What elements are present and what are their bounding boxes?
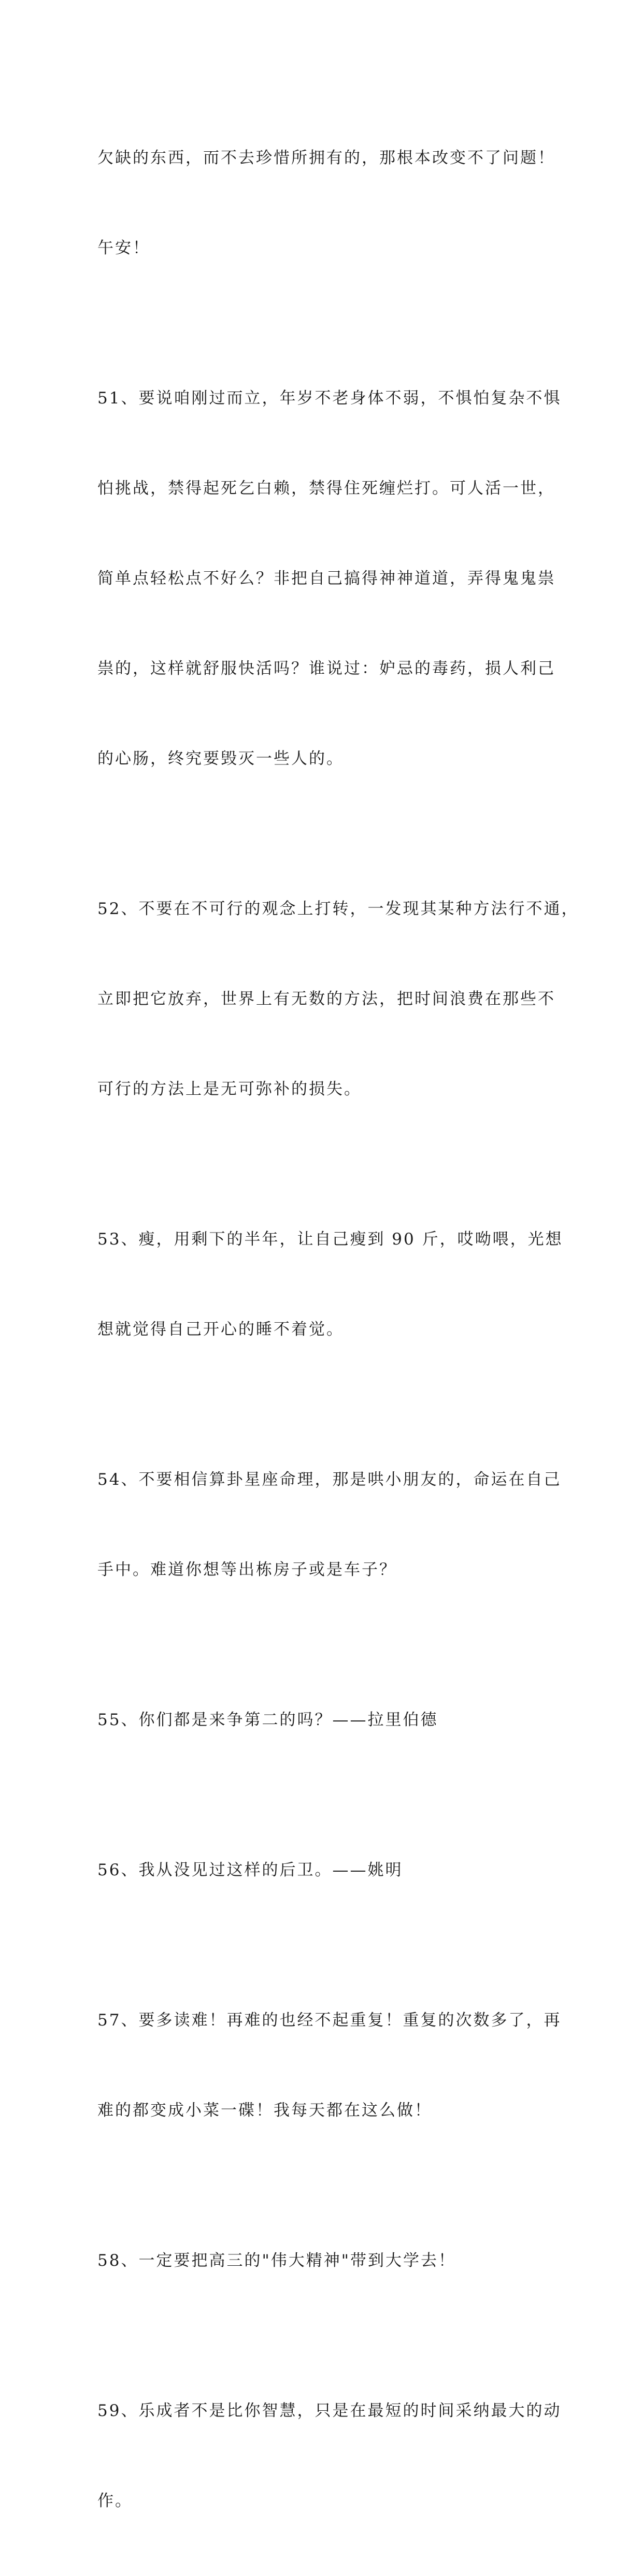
text-line: 51、要说咱刚过而立，年岁不老身体不弱，不惧怕复杂不惧: [97, 389, 562, 408]
text-line: 53、瘦，用剩下的半年，让自己瘦到 90 斤，哎呦喂，光想: [97, 1230, 563, 1249]
paragraph-56: [97, 1795, 553, 1945]
document-body: [97, 83, 579, 2576]
text-line: 祟的，这样就舒服快活吗？谁说过：妒忌的毒药，损人利己: [97, 659, 555, 678]
paragraph-54: [97, 1405, 562, 1645]
text-line: 58、一定要把高三的"伟大精神"带到大学去！: [97, 2251, 456, 2270]
paragraph-51: [97, 323, 562, 834]
paragraph-53: [97, 1164, 563, 1405]
text-line: 难的都变成小菜一碟！我每天都在这么做！: [97, 2101, 432, 2120]
text-line: 午安！: [97, 239, 150, 257]
text-line: 54、不要相信算卦星座命理，那是哄小朋友的，命运在自己: [97, 1470, 562, 1489]
text-line: 55、你们都是来争第二的吗？——拉里伯德: [97, 1711, 438, 1729]
text-line: 欠缺的东西，而不去珍惜所拥有的，那根本改变不了问题！: [97, 149, 555, 167]
text-line: 57、要多读难！再难的也经不起重复！重复的次数多了，再: [97, 2011, 562, 2030]
text-line: 怕挑战，禁得起死乞白赖，禁得住死缠烂打。可人活一世，: [97, 479, 555, 498]
text-line: 56、我从没见过这样的后卫。——姚明: [97, 1861, 403, 1879]
text-line: 的心肠，终究要毁灭一些人的。: [97, 749, 344, 768]
text-line: 手中。难道你想等出栋房子或是车子？: [97, 1560, 397, 1579]
text-line: 52、不要在不可行的观念上打转，一发现其某种方法行不通，: [97, 900, 579, 918]
paragraph-52: [97, 834, 579, 1164]
text-line: 简单点轻松点不好么？非把自己搞得神神道道，弄得鬼鬼祟: [97, 569, 555, 588]
text-line: 立即把它放弃，世界上有无数的方法，把时间浪费在那些不: [97, 990, 555, 1008]
text-line: 想就觉得自己开心的睡不着觉。: [97, 1320, 344, 1339]
paragraph-57: [97, 1945, 562, 2186]
paragraph-58: [97, 2186, 553, 2336]
paragraph-59: [97, 2336, 562, 2576]
text-line: 作。: [97, 2492, 133, 2510]
paragraph-continued: [97, 83, 553, 323]
paragraph-55: [97, 1645, 553, 1795]
text-line: 59、乐成者不是比你智慧，只是在最短的时间采纳最大的动: [97, 2401, 562, 2420]
text-line: 可行的方法上是无可弥补的损失。: [97, 1080, 362, 1098]
